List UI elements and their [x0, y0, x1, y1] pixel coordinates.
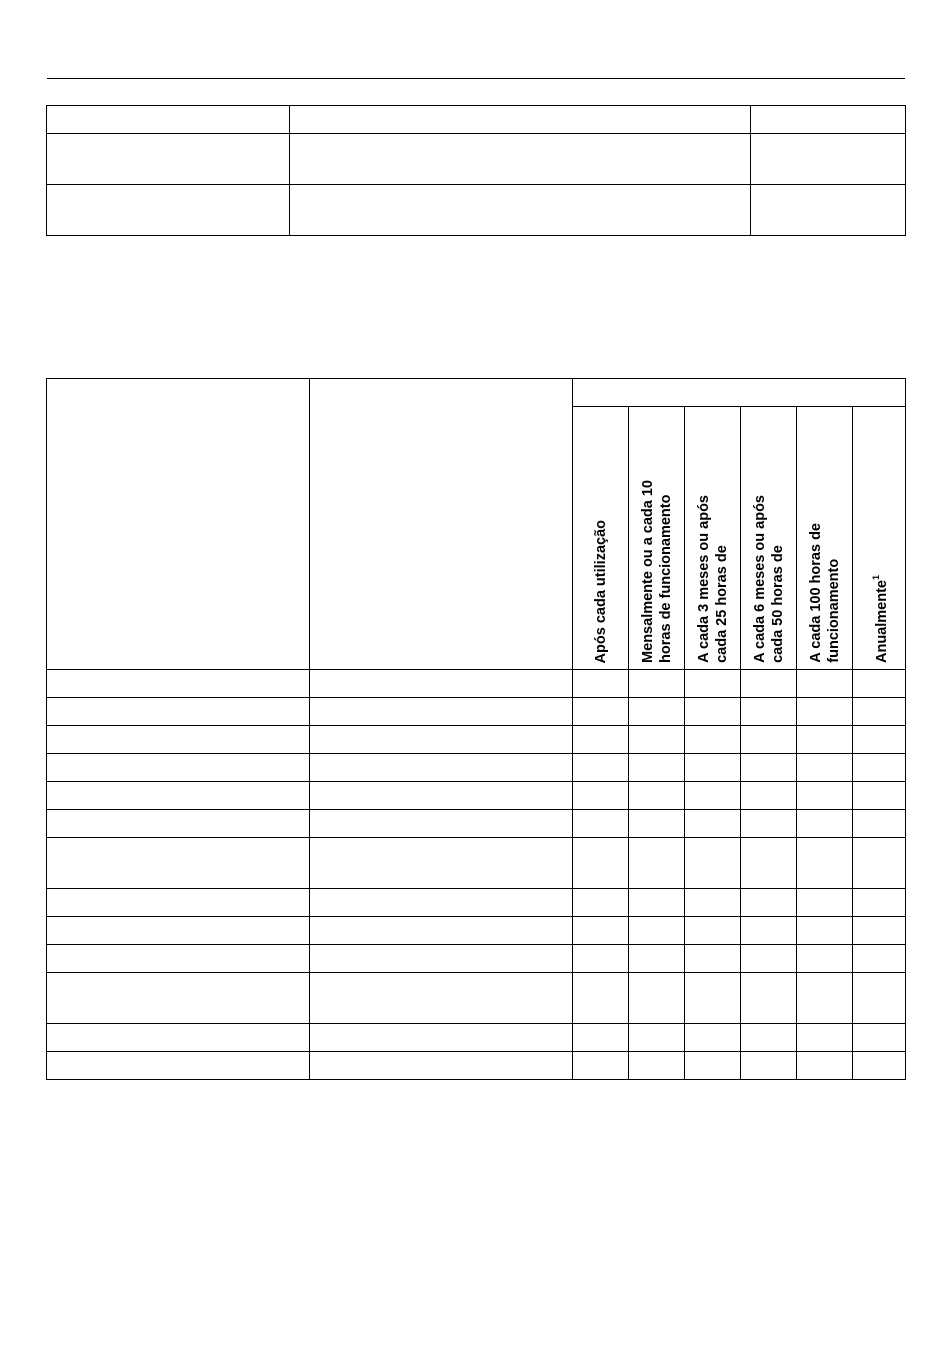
table-row — [47, 726, 906, 754]
schedule-header-row — [47, 379, 906, 407]
table-row — [47, 1052, 906, 1080]
frequency-header — [797, 407, 853, 670]
maintenance-schedule-table — [46, 378, 906, 1080]
component-header-cell — [47, 379, 310, 670]
frequency-header — [741, 407, 797, 670]
task-header-cell — [310, 379, 573, 670]
annual-text: Anualmente — [873, 580, 890, 663]
table-row — [47, 945, 906, 973]
table-row — [47, 185, 906, 236]
table-header-row — [47, 106, 906, 134]
table-row — [47, 782, 906, 810]
table-row — [47, 810, 906, 838]
footnote-marker: 1 — [871, 574, 882, 580]
table-row — [47, 754, 906, 782]
table-row — [47, 917, 906, 945]
table-row — [47, 838, 906, 889]
frequency-label: Após cada utilização — [592, 519, 609, 663]
table-row — [47, 973, 906, 1024]
frequency-header — [853, 407, 906, 670]
frequency-label: A cada 100 horas de funcionamento — [807, 523, 842, 663]
annual-label — [867, 575, 891, 663]
frequency-header — [573, 407, 629, 670]
table-row — [47, 670, 906, 698]
frequency-label: Mensalmente ou a cada 10 horas de funcionamento — [639, 480, 674, 663]
frequency-label: A cada 6 meses ou após cada 50 horas de — [751, 495, 786, 663]
header-rule — [47, 78, 905, 79]
frequency-label: A cada 3 meses ou após cada 25 horas de — [695, 495, 730, 663]
table-row — [47, 1024, 906, 1052]
frequency-header — [685, 407, 741, 670]
frequency-header — [629, 407, 685, 670]
interval-group-header — [573, 379, 906, 407]
info-table — [46, 105, 906, 236]
table-row — [47, 698, 906, 726]
table-row — [47, 134, 906, 185]
table-row — [47, 889, 906, 917]
